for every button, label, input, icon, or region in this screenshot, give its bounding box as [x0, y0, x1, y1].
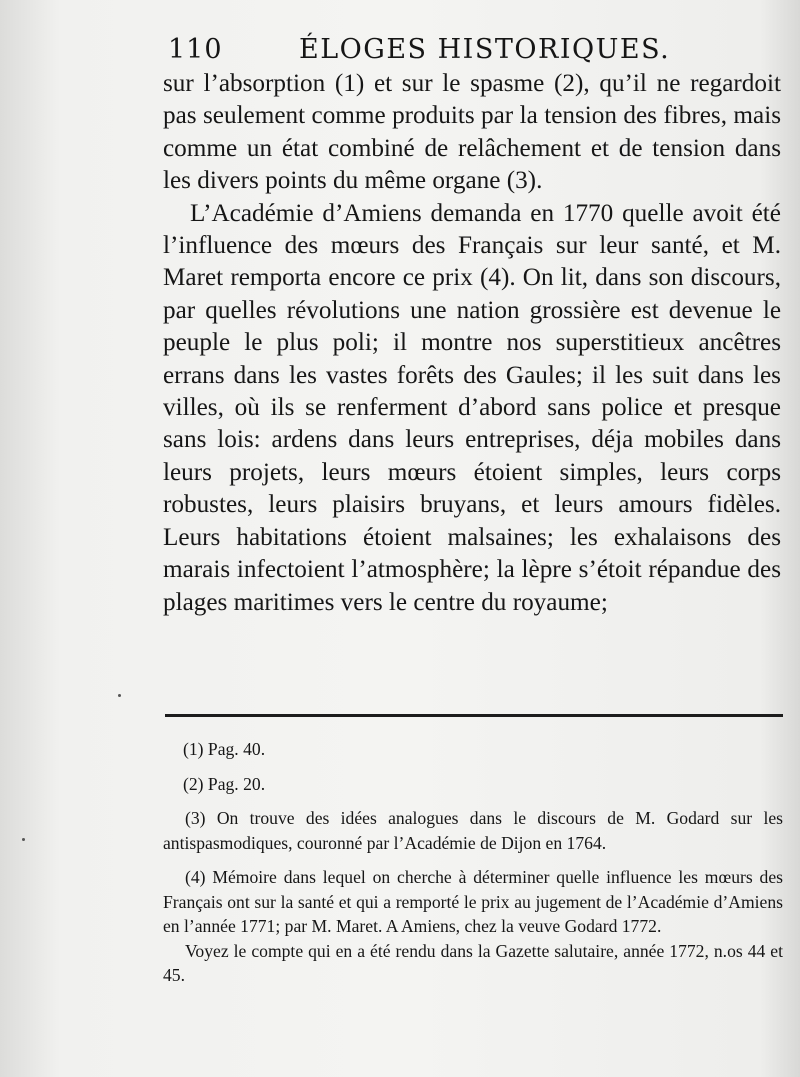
running-title: ÉLOGES HISTORIQUES.	[299, 34, 671, 65]
footnote-2: (2) Pag. 20.	[183, 773, 266, 794]
footnote-4-continued: Voyez le compte qui en a été rendu dans la Gazette salutaire, année 1772, n.os 44 et 45.	[163, 940, 783, 985]
paragraph-continued: sur l’absorption (1) et sur le spasme (2), qu’il ne regardoit pas seulement comme produits par la tension des fibres, mais comme un état combiné de relâchement et de tension dans les divers points du même organe (3).	[163, 70, 781, 195]
paper-speck	[118, 694, 121, 697]
footnote-3: (3) On trouve des idées analogues dans le discours de M. Godard sur les antispasmodiques, couronné par l’Académie de Dijon en 1764.	[163, 808, 783, 853]
footnotes	[163, 737, 783, 998]
paper-speck	[22, 838, 25, 841]
footnote-4: (4) Mémoire dans lequel on cherche à déterminer quelle influence les mœurs des Français ont sur la santé et qui a remporté le prix au jugement de l’Académie d’Amiens en l’année 1771; par M. Maret. A Amiens, chez la veuve Godard 1772.	[163, 867, 783, 936]
paragraph-academie-amiens: L’Académie d’Amiens demanda en 1770 quelle avoit été l’influence des mœurs des Français sur leur santé, et M. Maret remporta encore ce prix (4). On lit, dans son discours, par quelles révolutions une nation grossière est devenue le peuple le plus poli; il montre nos superstitieux ancêtres errans dans les vastes forêts des Gaules; il les suit dans les villes, où ils se renferment d’abord sans police et presque sans lois: ardens dans leurs entreprises, déja mobiles dans leurs projets, leurs mœurs étoient simples, leurs corps robustes, leurs plaisirs bruyans, et leurs amours fidèles. Leurs habitations étoient malsaines; les exhalaisons des marais infectoient l’atmosphère; la lèpre s’étoit répandue des plages maritimes vers le centre du royaume;	[163, 199, 781, 616]
page-number: 110	[168, 34, 223, 65]
main-text	[163, 68, 781, 619]
footnote-rule	[165, 714, 783, 717]
footnote-1: (1) Pag. 40.	[183, 739, 266, 759]
